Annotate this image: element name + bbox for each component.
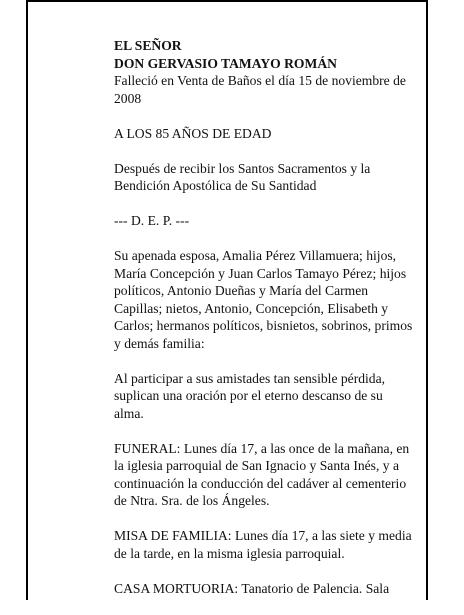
title-line-1: EL SEÑOR: [114, 38, 182, 53]
funeral-details: FUNERAL: Lunes día 17, a las once de la mañana, en la iglesia parroquial de San Ignacio y Santa Inés, y a continuación la conducción del cadáver al cementerio de Ntra. Sra. de los Ángeles.: [114, 440, 410, 508]
death-notice: Falleció en Venta de Baños el día 15 de noviembre de 2008: [114, 73, 406, 106]
obituary-text: [114, 37, 414, 615]
dep-line: --- D. E. P. ---: [114, 213, 190, 228]
family-mass-details: MISA DE FAMILIA: Lunes día 17, a las siete y media de la tarde, en la misma iglesia parroquial.: [114, 528, 412, 561]
sacraments-line: Después de recibir los Santos Sacramentos y la Bendición Apostólica de Su Santidad: [114, 160, 371, 193]
title-line-2: DON GERVASIO TAMAYO ROMÁN: [114, 55, 337, 71]
prayer-request: Al participar a sus amistades tan sensible pérdida, suplican una oración por el eterno descanso de su alma.: [114, 370, 386, 421]
funeral-home-details: CASA MORTUORIA: Tanatorio de Palencia. Sala: [114, 580, 390, 596]
family-paragraph: Su apenada esposa, Amalia Pérez Villamuera; hijos, María Concepción y Juan Carlos Tamayo Pérez; hijos políticos, Antonio Dueñas y María del Carmen Capillas; nietos, Antonio, Concepción, Elisabeth y Carlos; hermanos políticos, bisnietos, sobrinos, primos y demás familia:: [114, 248, 413, 351]
age-line: A LOS 85 AÑOS DE EDAD: [114, 125, 272, 141]
